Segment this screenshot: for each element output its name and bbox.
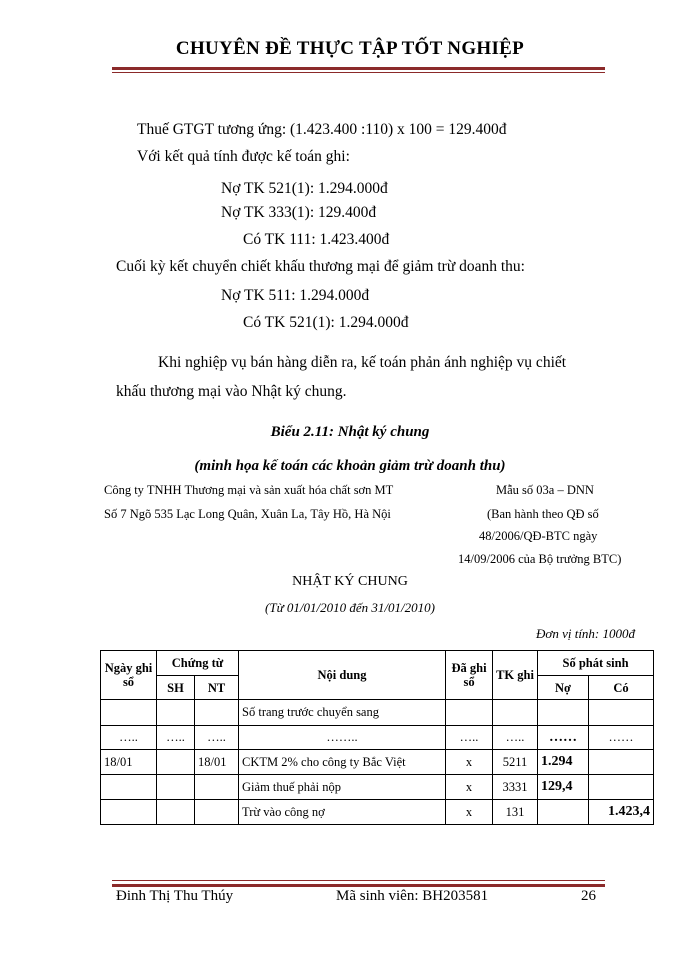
cell-posted [446, 700, 493, 726]
form-code: Mẫu số 03a – DNN [496, 483, 594, 497]
closing-intro: Cuối kỳ kết chuyển chiết khấu thương mại để giảm trừ doanh thu: [116, 258, 525, 275]
cell-account: 131 [493, 800, 538, 825]
cell-content: Trừ vào công nợ [239, 800, 446, 825]
cell-content: Giảm thuế phải nộp [239, 775, 446, 800]
closing-debit-511: Nợ TK 511: 1.294.000đ [221, 287, 370, 304]
header-content: Nội dung [239, 651, 446, 700]
form-line-3: 14/09/2006 của Bộ trưởng BTC) [458, 552, 622, 566]
cell-credit [589, 775, 654, 800]
form-line-1: (Ban hành theo QĐ số [487, 507, 599, 521]
cell-date: 18/01 [101, 750, 157, 775]
cell-posted: x [446, 800, 493, 825]
entry-debit-521: Nợ TK 521(1): 1.294.000đ [221, 180, 388, 197]
vat-line: Thuế GTGT tương ứng: (1.423.400 :110) x 100 = 129.400đ [137, 121, 507, 138]
cell-content: …….. [239, 726, 446, 750]
company-name: Công ty TNHH Thương mại và sản xuất hóa chất sơn MT [104, 483, 394, 497]
figure-caption: Biểu 2.11: Nhật ký chung [270, 424, 430, 440]
cell-nt [195, 800, 239, 825]
closing-credit-521: Có TK 521(1): 1.294.000đ [243, 314, 409, 331]
form-line-2: 48/2006/QĐ-BTC ngày [479, 529, 598, 543]
cell-account: ….. [493, 726, 538, 750]
cell-posted: ….. [446, 726, 493, 750]
cell-sh [157, 700, 195, 726]
header-nt: NT [195, 676, 239, 700]
header-rule-thick [112, 67, 605, 70]
cell-credit: 1.423,4 [589, 800, 654, 825]
table-row [101, 726, 654, 750]
cell-credit: …… [589, 726, 654, 750]
cell-nt: 18/01 [195, 750, 239, 775]
header-rule-thin [112, 72, 605, 73]
cell-posted: x [446, 750, 493, 775]
journal-period: (Từ 01/01/2010 đến 31/01/2010) [265, 600, 435, 615]
paragraph-line-2: khấu thương mại vào Nhật ký chung. [116, 383, 347, 400]
page-header-title: CHUYÊN ĐỀ THỰC TẬP TỐT NGHIỆP [175, 38, 525, 59]
footer-rule-thin [112, 880, 605, 881]
company-address: Số 7 Ngõ 535 Lạc Long Quân, Xuân La, Tây Hồ, Hà Nội [104, 507, 391, 521]
cell-content: Số trang trước chuyển sang [239, 700, 446, 726]
footer-student-id: Mã sinh viên: BH203581 [336, 888, 489, 904]
header-credit: Có [589, 676, 654, 700]
cell-account [493, 700, 538, 726]
paragraph-line-1: Khi nghiệp vụ bán hàng diễn ra, kế toán phản ánh nghiệp vụ chiết [158, 354, 567, 371]
cell-debit [538, 700, 589, 726]
cell-credit [589, 750, 654, 775]
cell-date: ….. [101, 726, 157, 750]
cell-debit: …… [538, 726, 589, 750]
cell-sh [157, 750, 195, 775]
cell-sh: ….. [157, 726, 195, 750]
cell-content: CKTM 2% cho công ty Bắc Việt [239, 750, 446, 775]
header-sh: SH [157, 676, 195, 700]
cell-sh [157, 800, 195, 825]
table-row [101, 750, 654, 775]
footer-rule-thick [112, 884, 605, 887]
journal-unit: Đơn vị tính: 1000đ [536, 626, 636, 641]
header-account: TK ghi [493, 651, 538, 700]
cell-nt [195, 775, 239, 800]
header-debit: Nợ [538, 676, 589, 700]
cell-date [101, 800, 157, 825]
figure-subcaption: (minh họa kế toán các khoản giảm trừ doanh thu) [194, 458, 506, 474]
cell-debit [538, 800, 589, 825]
footer-author: Đinh Thị Thu Thúy [116, 888, 234, 904]
cell-account: 3331 [493, 775, 538, 800]
entry-credit-111: Có TK 111: 1.423.400đ [243, 231, 390, 248]
cell-debit: 129,4 [538, 775, 589, 800]
table-row [101, 775, 654, 800]
cell-sh [157, 775, 195, 800]
cell-nt [195, 700, 239, 726]
journal-title: NHẬT KÝ CHUNG [292, 574, 408, 589]
entry-intro: Với kết quả tính được kế toán ghi: [137, 148, 350, 165]
cell-credit [589, 700, 654, 726]
entry-debit-333: Nợ TK 333(1): 129.400đ [221, 204, 377, 221]
footer-page-number: 26 [581, 888, 596, 904]
cell-debit: 1.294 [538, 750, 589, 775]
cell-posted: x [446, 775, 493, 800]
table-row [101, 700, 654, 726]
journal-table [100, 650, 654, 825]
header-voucher: Chứng từ [157, 651, 239, 676]
cell-nt: ….. [195, 726, 239, 750]
cell-date [101, 775, 157, 800]
header-posted: Đã ghi sổ [446, 651, 493, 700]
table-row [101, 800, 654, 825]
header-date: Ngày ghi sổ [101, 651, 157, 700]
cell-date [101, 700, 157, 726]
cell-account: 5211 [493, 750, 538, 775]
header-amount: Số phát sinh [538, 651, 654, 676]
